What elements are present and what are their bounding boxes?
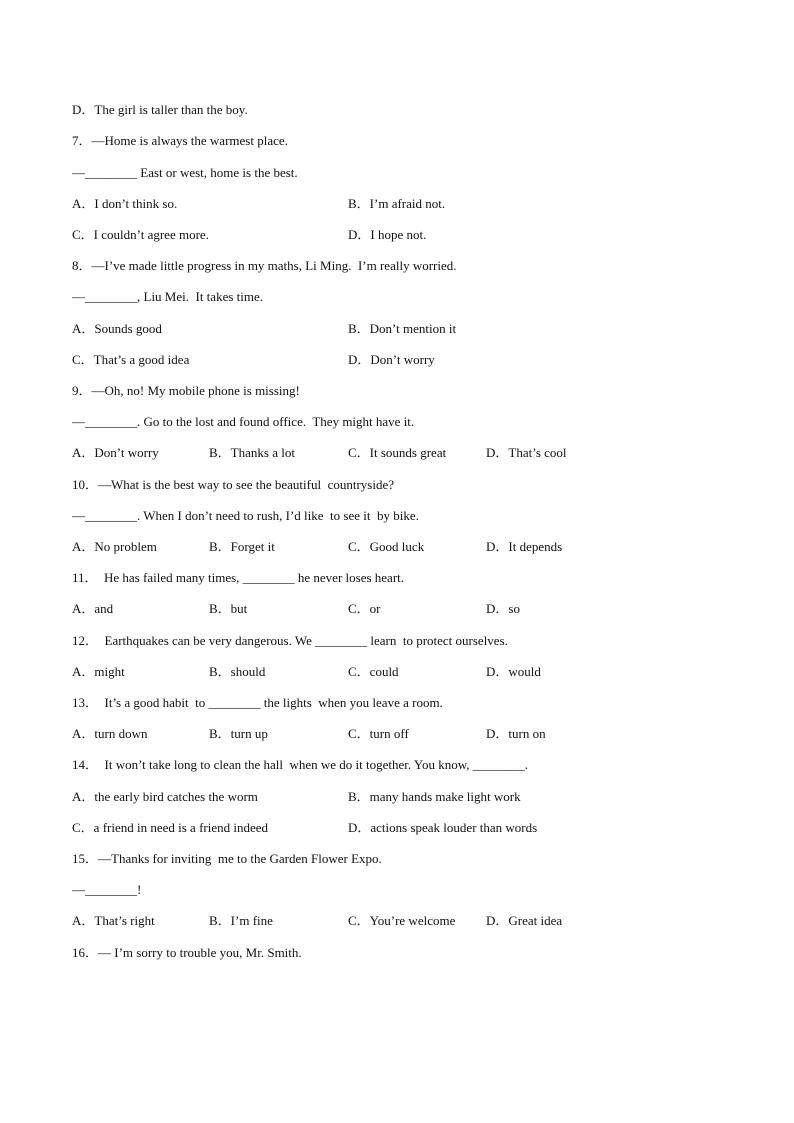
question-11-stem: 11． He has failed many times, ________ he never loses heart. <box>72 570 405 585</box>
question-12-option-c: C．could <box>348 664 399 679</box>
question-15-option-a: A．That’s right <box>72 913 155 928</box>
question-11-option-b: B．but <box>209 601 248 616</box>
question-8-option-d: D．Don’t worry <box>348 352 435 367</box>
question-9-option-c: C．It sounds great <box>348 445 447 460</box>
question-14-stem: 14． It won’t take long to clean the hall when we do it together. You know, ________. <box>72 757 529 772</box>
question-10-reply: —________. When I don’t need to rush, I’d like to see it by bike. <box>72 508 419 523</box>
question-11-option-c: C．or <box>348 601 381 616</box>
question-7-option-d: D．I hope not. <box>348 227 427 242</box>
question-10-option-a: A．No problem <box>72 539 157 554</box>
question-10-stem: 10．—What is the best way to see the beautiful countryside? <box>72 477 395 492</box>
question-10-option-b: B．Forget it <box>209 539 275 554</box>
question-9-option-d: D．That’s cool <box>486 445 567 460</box>
question-13-stem: 13． It’s a good habit to ________ the lights when you leave a room. <box>72 695 443 710</box>
question-9-stem: 9．—Oh, no! My mobile phone is missing! <box>72 383 300 398</box>
question-13-option-a: A．turn down <box>72 726 148 741</box>
question-8-stem: 8．—I’ve made little progress in my maths, Li Ming. I’m really worried. <box>72 258 457 273</box>
question-8-option-c: C．That’s a good idea <box>72 352 190 367</box>
question-8-option-b: B．Don’t mention it <box>348 321 457 336</box>
question-14-option-c: C．a friend in need is a friend indeed <box>72 820 269 835</box>
question-15-option-d: D．Great idea <box>486 913 563 928</box>
question-15-stem: 15．—Thanks for inviting me to the Garden Flower Expo. <box>72 851 382 866</box>
question-10-option-c: C．Good luck <box>348 539 425 554</box>
question-9-option-a: A．Don’t worry <box>72 445 159 460</box>
question-13-option-d: D．turn on <box>486 726 546 741</box>
question-14-option-a: A．the early bird catches the worm <box>72 789 258 804</box>
question-15-reply: —________! <box>72 882 142 897</box>
question-16-stem: 16．— I’m sorry to trouble you, Mr. Smith. <box>72 945 302 960</box>
question-8-reply: —________, Liu Mei. It takes time. <box>72 289 264 304</box>
question-12-option-b: B．should <box>209 664 266 679</box>
question-7-option-c: C．I couldn’t agree more. <box>72 227 209 242</box>
question-13-option-b: B．turn up <box>209 726 268 741</box>
question-7-option-a: A．I don’t think so. <box>72 196 178 211</box>
question-14-option-b: B．many hands make light work <box>348 789 521 804</box>
question-15-option-c: C．You’re welcome <box>348 913 456 928</box>
question-15-option-b: B．I’m fine <box>209 913 273 928</box>
question-7-option-b: B．I’m afraid not. <box>348 196 446 211</box>
question-12-option-d: D．would <box>486 664 541 679</box>
question-9-option-b: B．Thanks a lot <box>209 445 295 460</box>
question-14-option-d: D．actions speak louder than words <box>348 820 538 835</box>
question-10-option-d: D．It depends <box>486 539 563 554</box>
question-12-option-a: A．might <box>72 664 125 679</box>
question-11-option-d: D．so <box>486 601 520 616</box>
question-7-stem: 7．—Home is always the warmest place. <box>72 133 288 148</box>
question-12-stem: 12． Earthquakes can be very dangerous. We ________ learn to protect ourselves. <box>72 633 508 648</box>
question-11-option-a: A．and <box>72 601 114 616</box>
question-13-option-c: C．turn off <box>348 726 409 741</box>
question-7-reply: —________ East or west, home is the best. <box>72 165 298 180</box>
option-d-previous-question: D．The girl is taller than the boy. <box>72 102 248 117</box>
question-8-option-a: A．Sounds good <box>72 321 162 336</box>
question-9-reply: —________. Go to the lost and found office. They might have it. <box>72 414 415 429</box>
